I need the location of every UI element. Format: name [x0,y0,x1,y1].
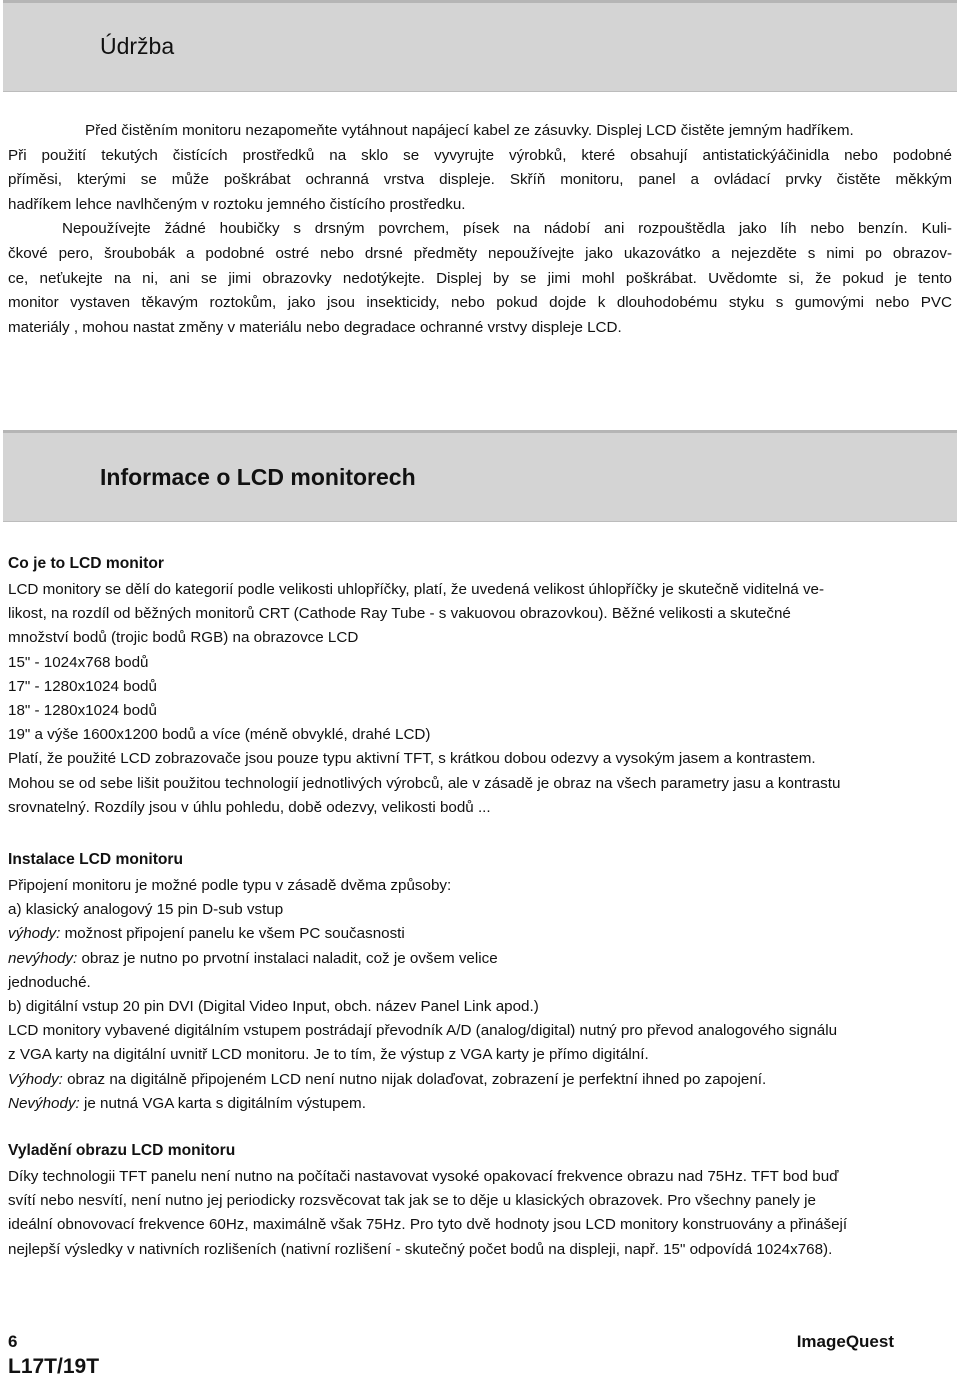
text-line: Při použití tekutých čistících prostředků na sklo se vyvyrujte výrobků, které obsahují antistatickýáčinidla nebo podobné [8,146,952,164]
text-line: srovnatelný. Rozdíly jsou v úhlu pohledu, době odezvy, velikosti bodů ... [8,798,491,816]
resolution-item: 17" - 1280x1024 bodů [8,677,157,695]
page-number: 6 [8,1332,18,1351]
advantages-text: obraz na digitálně připojeném LCD není nutno nijak dolaďovat, zobrazení je perfektní ihned po zapojení. [62,1070,767,1088]
text-line: monitor vystaven těkavým roztokům, jako jsou insekticidy, nebo pokud dojde k dlouhodobému styku s gumovými nebo PVC [8,294,952,312]
subheading-installation: Instalace LCD monitoru [8,851,184,868]
text-line: Platí, že použité LCD zobrazovače jsou pouze typu aktivní TFT, s krátkou dobou odezvy a vysokým jasem a kontrastem. [8,750,816,768]
text-line: likost, na rozdíl od běžných monitorů CRT (Cathode Ray Tube - s vakuovou obrazovkou). Běžné velikosti a skutečné [8,605,791,623]
disadvantages-line [8,1092,952,1116]
text-line: z VGA karty na digitální uvnitř LCD monitoru. Je to tím, že výstup z VGA karty je přímo digitální. [8,1046,649,1064]
disadvantages-text: obraz je nutno po prvotní instalaci naladit, což je ovšem velice [77,949,498,967]
resolution-item: 19" a výše 1600x1200 bodů a více (méně obvyklé, drahé LCD) [8,726,431,744]
resolution-item: 18" - 1280x1024 bodů [8,702,157,720]
text-line: Připojení monitoru je možné podle typu v zásadě dvěma způsoby: [8,877,452,894]
text-line: Před čistěním monitoru nezapomeňte vytáhnout napájecí kabel ze zásuvky. Displej LCD čistěte jemným hadříkem. [85,122,854,139]
disadvantages-text: je nutná VGA karta s digitálním výstupem. [79,1094,366,1112]
text-line: LCD monitory vybavené digitálním vstupem postrádají převodník A/D (analog/digital) nutný pro převod analogového signálu [8,1022,838,1040]
text-line: svítí nebo nesvítí, není nutno jej periodicky rozsvěcovat tak jak se to děje u klasických obrazovek. Pro všechny panely je [8,1192,816,1210]
text-line: čkové pero, šroubobák a podobné ostré nebo drsné předměty nepoužívejte jako ukazovátko a nejezděte s nimi po obrazov- [8,244,952,262]
text-line: materiály , mohou nastat změny v materiálu nebo degradace ochranné vrstvy displeje LCD. [8,318,622,336]
installation-paragraph [8,874,952,1116]
text-line: a) klasický analogový 15 pin D-sub vstup [8,901,284,919]
what-is-lcd-paragraph [8,578,952,820]
tuning-paragraph [8,1165,952,1262]
advantages-line [8,922,952,946]
maintenance-paragraph [8,119,952,340]
text-line: b) digitální vstup 20 pin DVI (Digital Video Input, obch. název Panel Link apod.) [8,998,539,1016]
section-title: Informace o LCD monitorech [100,464,416,490]
text-line: nejlepší výsledky v nativních rozlišeních (nativní rozlišení - skutečný počet bodů na displeji, např. 15" odpovídá 1024x768). [8,1240,833,1258]
subheading-what-is-lcd: Co je to LCD monitor [8,555,164,572]
section-banner-udrzba [3,0,957,92]
text-line: množství bodů (trojic bodů RGB) na obrazovce LCD [8,629,359,647]
disadvantages-label: nevýhody: [8,949,78,967]
subheading-tuning: Vyladění obrazu LCD monitoru [8,1142,236,1159]
text-line: jednoduché. [8,973,91,991]
text-line: Nepoužívejte žádné houbičky s drsným povrchem, písek na nádobí ani rozpouštědla jako líh nebo benzín. Kuli- [62,220,952,238]
brand-name: ImageQuest [796,1332,894,1351]
text-line: Mohou se od sebe lišit použitou technologií jednotlivých výrobců, ale v zásadě je obraz na všech parametry jasu a kontrastu [8,774,841,792]
section-banner-lcd-info [3,430,957,522]
advantages-label: výhody: [8,925,61,943]
resolution-item: 15" - 1024x768 bodů [8,653,149,671]
text-line: LCD monitory se dělí do kategorií podle velikosti uhlopříčky, platí, že uvedená velikost úhlopříčky je skutečně viditelná ve- [8,581,825,598]
advantages-line [8,1068,952,1092]
text-line: příměsi, kterými se může poškrábat ochranná vrstva displeje. Skříň monitoru, panel a ovládací prvky čistěte měkkým [8,171,952,189]
advantages-text: možnost připojení panelu ke všem PC současnosti [60,925,405,943]
text-line: ideální obnovovací frekvence 60Hz, maximálně však 75Hz. Pro tyto dvě hodnoty jsou LCD monitory konstruovány a přinášejí [8,1216,848,1234]
text-line: ce, neťukejte na ni, ani se jimi obrazovky nedotýkejte. Displej by se jimi mohl poškrábat. Uvědomte si, že pokud je tento [8,269,952,287]
disadvantages-label: Nevýhody: [8,1094,80,1112]
advantages-label: Výhody: [8,1070,63,1088]
section-title: Údržba [100,33,175,59]
text-line: Díky technologii TFT panelu není nutno na počítači nastavovat vysoké opakovací frekvence obrazu nad 75Hz. TFT bod buď [8,1168,839,1185]
text-line: hadříkem lehce navlhčeným v roztoku jemného čistícího prostředku. [8,195,466,213]
disadvantages-line [8,947,952,971]
model-name: L17T/19T [8,1355,100,1378]
